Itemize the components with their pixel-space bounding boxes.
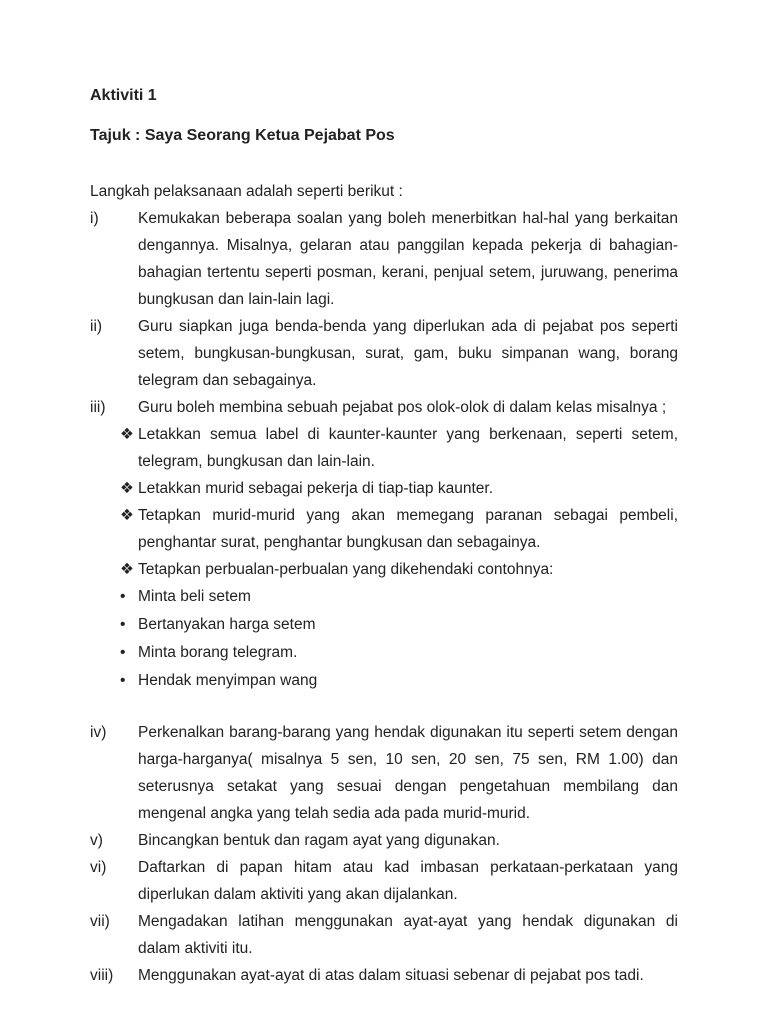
- list-text: Letakkan murid sebagai pekerja di tiap-tiap kaunter.: [138, 480, 493, 497]
- intro-line: Langkah pelaksanaan adalah seperti berikut :: [90, 183, 403, 200]
- dot-bullet-icon: •: [120, 672, 126, 689]
- title-heading: Tajuk : Saya Seorang Ketua Pejabat Pos: [90, 127, 395, 144]
- list-marker: v): [90, 832, 103, 849]
- list-text: Guru siapkan juga benda-benda yang diperlukan ada di pejabat pos seperti setem, bungkusan-bungkusan, surat, gam, buku simpanan wang, borang telegram dan sebagainya.: [138, 318, 678, 389]
- list-item-viii: [90, 962, 678, 989]
- steps-list-part1: [90, 205, 678, 695]
- diamond-bullet-icon: ❖: [120, 480, 134, 497]
- list-item-iii: [90, 394, 678, 421]
- dot-bullet-item: [120, 583, 678, 611]
- diamond-bullet-item: [120, 502, 678, 556]
- list-marker: ii): [90, 318, 103, 335]
- list-text: Tetapkan murid-murid yang akan memegang paranan sebagai pembeli, penghantar surat, penghantar bungkusan dan sebagainya.: [138, 507, 678, 551]
- list-item-vi: [90, 854, 678, 908]
- list-text: Kemukakan beberapa soalan yang boleh menerbitkan hal-hal yang berkaitan dengannya. Misalnya, gelaran atau panggilan kepada pekerja di bahagian-bahagian tertentu seperti posman, kerani, penjual setem, juruwang, penerima bungkusan dan lain-lain lagi.: [138, 210, 678, 308]
- list-text: Guru boleh membina sebuah pejabat pos olok-olok di dalam kelas misalnya ;: [138, 399, 667, 416]
- dot-bullet-icon: •: [120, 644, 126, 661]
- diamond-bullet-item: [120, 475, 678, 502]
- dot-bullet-item: [120, 639, 678, 667]
- list-text: Menggunakan ayat-ayat di atas dalam situasi sebenar di pejabat pos tadi.: [138, 967, 644, 984]
- dot-bullet-icon: •: [120, 616, 126, 633]
- list-text: Letakkan semua label di kaunter-kaunter yang berkenaan, seperti setem, telegram, bungkusan dan lain-lain.: [138, 426, 678, 470]
- list-marker: vi): [90, 859, 107, 876]
- list-item-v: [90, 827, 678, 854]
- diamond-bullet-item: [120, 556, 678, 583]
- list-text: Tetapkan perbualan-perbualan yang dikehendaki contohnya:: [138, 561, 554, 578]
- list-text: Minta borang telegram.: [138, 644, 298, 661]
- list-text: Hendak menyimpan wang: [138, 672, 318, 689]
- diamond-bullet-item: [120, 421, 678, 475]
- diamond-bullet-icon: ❖: [120, 561, 134, 578]
- list-text: Perkenalkan barang-barang yang hendak digunakan itu seperti setem dengan harga-harganya( misalnya 5 sen, 10 sen, 20 sen, 75 sen, RM 1.00) dan seterusnya setakat yang sesuai dengan pengetahuan membilang dan mengenal angka yang telah sedia ada pada murid-murid.: [138, 724, 678, 822]
- activity-heading: Aktiviti 1: [90, 87, 157, 104]
- diamond-bullet-icon: ❖: [120, 426, 134, 443]
- list-text: Bincangkan bentuk dan ragam ayat yang digunakan.: [138, 832, 500, 849]
- list-text: Daftarkan di papan hitam atau kad imbasan perkataan-perkataan yang diperlukan dalam aktiviti yang akan dijalankan.: [138, 859, 678, 903]
- list-marker: iii): [90, 399, 106, 416]
- list-marker: i): [90, 210, 99, 227]
- steps-list-part2: [90, 719, 678, 989]
- list-marker: iv): [90, 724, 107, 741]
- list-item-ii: [90, 313, 678, 394]
- list-item-vii: [90, 908, 678, 962]
- list-item-i: [90, 205, 678, 313]
- diamond-bullet-icon: ❖: [120, 507, 134, 524]
- dot-bullet-icon: •: [120, 588, 126, 605]
- dot-bullet-item: [120, 667, 678, 695]
- list-text: Bertanyakan harga setem: [138, 616, 316, 633]
- list-marker: vii): [90, 913, 110, 930]
- list-text: Mengadakan latihan menggunakan ayat-ayat yang hendak digunakan di dalam aktiviti itu.: [138, 913, 678, 957]
- list-marker: viii): [90, 967, 114, 984]
- list-text: Minta beli setem: [138, 588, 251, 605]
- list-item-iv: [90, 719, 678, 827]
- dot-bullet-item: [120, 611, 678, 639]
